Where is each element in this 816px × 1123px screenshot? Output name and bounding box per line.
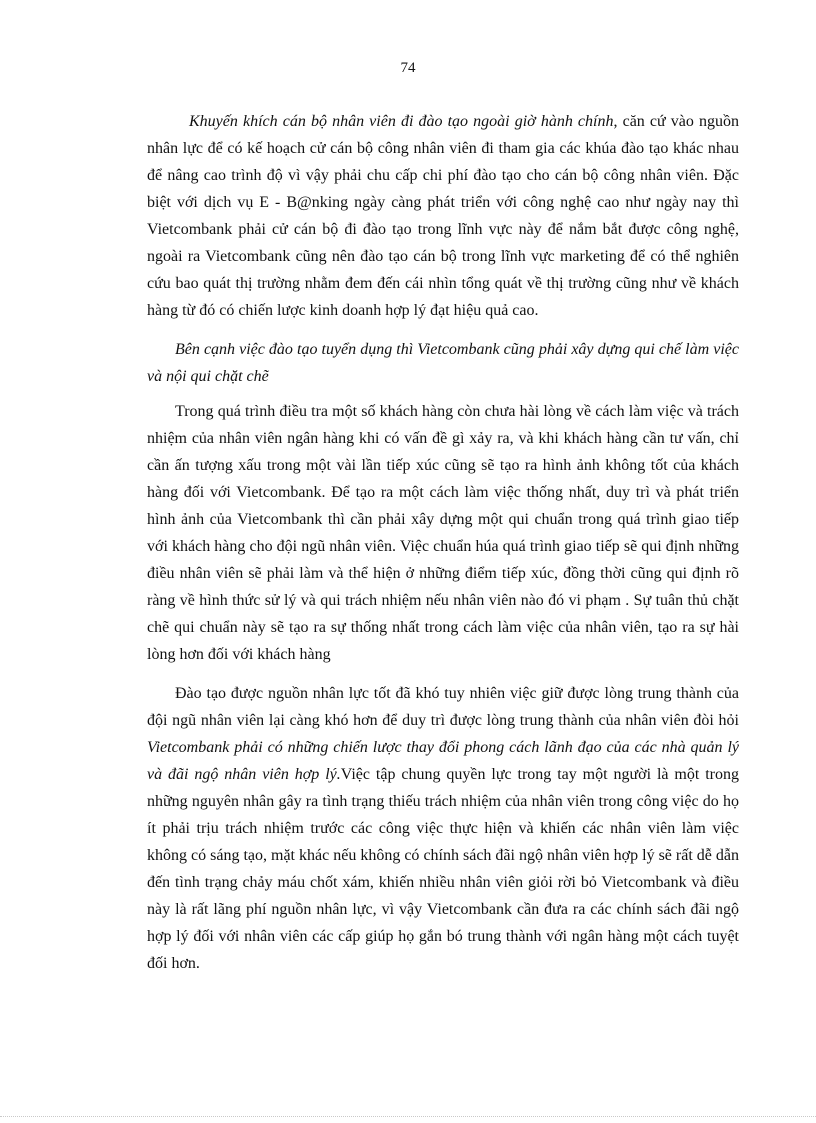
paragraph-loyalty bbox=[147, 680, 739, 977]
page-number: 74 bbox=[400, 60, 416, 76]
paragraph-regulations: Trong quá trình điều tra một số khách hàng còn chưa hài lòng về cách làm việc và trách nhiệm của nhân viên ngân hàng khi có vấn đề gì xảy ra, và khi khách hàng cần tư vấn, chỉ cần ấn tượng xấu trong một vài lần tiếp xúc cũng sẽ tạo ra hình ảnh không tốt của khách hàng đối với Vietcombank. Để tạo ra một cách làm việc thống nhất, duy trì và phát triển hình ảnh của Vietcombank thì cần phải xây dựng một qui chuẩn trong quá trình giao tiếp với khách hàng cho đội ngũ nhân viên. Việc chuẩn húa quá trình giao tiếp sẽ qui định những điều nhân viên sẽ phải làm và thể hiện ở những điểm tiếp xúc, đồng thời cũng qui định rõ ràng về hình thức sử lý và qui trách nhiệm nếu nhân viên nào đó vi phạm . Sự tuân thủ chặt chẽ qui chuẩn này sẽ tạo ra sự thống nhất trong cách làm việc của nhân viên, tạo ra sự hài lòng hơn đối với khách hàng bbox=[147, 403, 739, 663]
paragraph-training bbox=[147, 108, 739, 324]
page-bottom-divider bbox=[0, 1116, 816, 1117]
paragraph-text-before: Đào tạo được nguồn nhân lực tốt đã khó tuy nhiên việc giữ được lòng trung thành của đội ngũ nhân viên lại càng khó hơn để duy trì được lòng trung thành của nhân viên đòi hỏi bbox=[147, 685, 739, 729]
paragraph-italic-mid: Vietcombank phải có những chiến lược thay đổi phong cách lãnh đạo của các nhà quản lý và đãi ngộ nhân viên hợp lý. bbox=[147, 739, 739, 783]
paragraph-text: , căn cứ vào nguồn nhân lực để có kế hoạch cử cán bộ công nhân viên đi tham gia các khúa đào tạo khác nhau để nâng cao trình độ vì vậy phải chu cấp chi phí đào tạo cho cán bộ công nhân viên. Đặc biệt với dịch vụ E - B@nking ngày càng phát triển với công nghệ cao như ngày nay thì Vietcombank phải cử cán bộ đi đào tạo trong lĩnh vực này để nắm bắt được công nghệ, ngoài ra Vietcombank cũng nên đào tạo cán bộ trong lĩnh vực marketing để có thể nghiên cứu bao quát thị trường nhằm đem đến cái nhìn tổng quát về thị trường cũng như về khách hàng từ đó có chiến lược kinh doanh hợp lý đạt hiệu quả cao. bbox=[147, 113, 740, 319]
body-text bbox=[147, 108, 739, 989]
section-heading: Bên cạnh việc đào tạo tuyển dụng thì Vietcombank cũng phải xây dựng qui chế làm việc và nội qui chặt chẽ bbox=[147, 341, 739, 385]
paragraph-italic-lead: Khuyến khích cán bộ nhân viên đi đào tạo ngoài giờ hành chính bbox=[189, 113, 614, 130]
paragraph-text-after: Việc tập chung quyền lực trong tay một người là một trong những nguyên nhân gây ra tình trạng thiếu trách nhiệm của nhân viên trong công việc do họ ít phải trịu trách nhiệm trước các công việc thực hiện và khiến các nhân viên làm việc không có sáng tạo, mặt khác nếu không có chính sách đãi ngộ nhân viên hợp lý sẽ rất dễ dẫn đến tình trạng chảy máu chốt xám, khiến nhiều nhân viên giỏi rời bỏ Vietcombank và điều này là rất lãng phí nguồn nhân lực, vì vậy Vietcombank cần đưa ra các chính sách đãi ngộ hợp lý đối với nhân viên các cấp giúp họ gắn bó trung thành với ngân hàng một cách tuyệt đối hơn. bbox=[147, 766, 740, 972]
